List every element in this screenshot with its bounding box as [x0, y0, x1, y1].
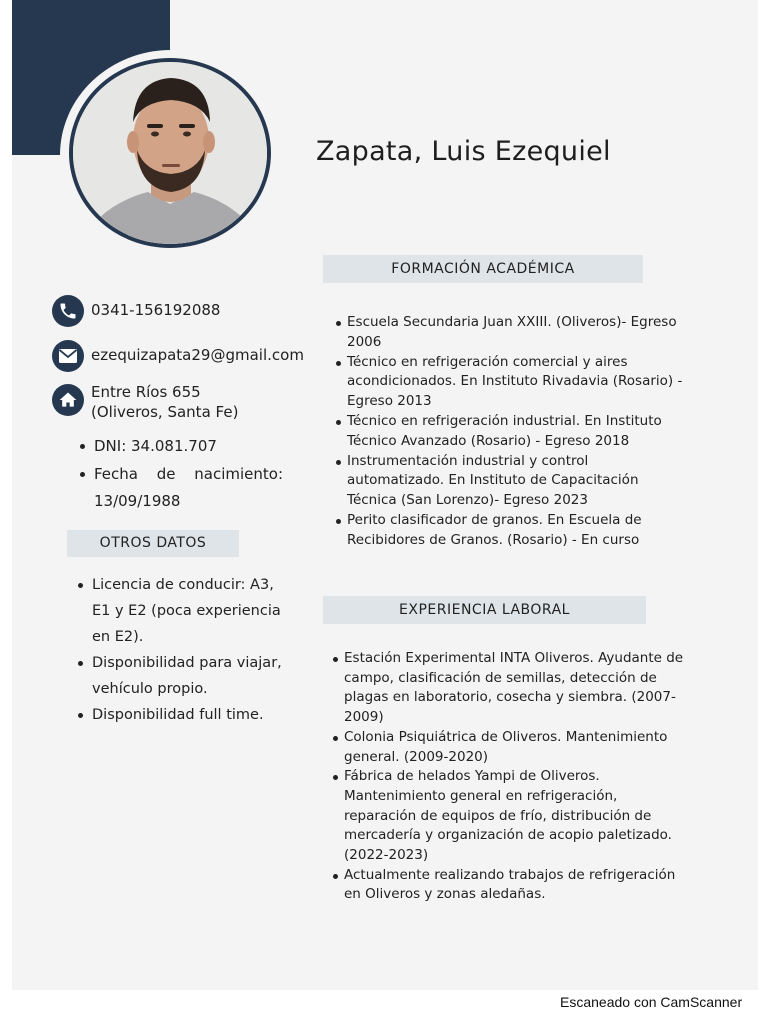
personal-info-list	[78, 433, 283, 516]
profile-photo	[69, 58, 271, 248]
address-line-1: Entre Ríos 655	[91, 383, 201, 401]
list-item: Fábrica de helados Yampi de Oliveros. Mantenimiento general en refrigeración, reparación de equipos de frío, distribución de mercadería y organización de acopio paletizado. (2022-2023)	[331, 767, 691, 866]
list-item: Escuela Secundaria Juan XXIII. (Oliveros)- Egreso 2006	[334, 313, 684, 353]
list-item: Instrumentación industrial y control automatizado. En Instituto de Capacitación Técnica (San Lorenzo)- Egreso 2023	[334, 452, 684, 511]
list-item: Disponibilidad full time.	[76, 702, 291, 728]
candidate-name: Zapata, Luis Ezequiel	[316, 136, 611, 167]
address-line-2: (Oliveros, Santa Fe)	[91, 403, 239, 421]
list-item: Técnico en refrigeración comercial y aires acondicionados. En Instituto Rivadavia (Rosario) - Egreso 2013	[334, 353, 684, 412]
list-item: Colonia Psiquiátrica de Oliveros. Mantenimiento general. (2009-2020)	[331, 728, 691, 767]
list-item: Licencia de conducir: A3, E1 y E2 (poca experiencia en E2).	[76, 572, 291, 650]
home-icon	[52, 384, 84, 416]
portrait-image	[73, 62, 267, 244]
formacion-list	[334, 313, 684, 551]
phone-icon	[52, 295, 84, 327]
list-item: Estación Experimental INTA Oliveros. Ayudante de campo, clasificación de semillas, detección de plagas en laboratorio, cosecha y siembra. (2007-2009)	[331, 649, 691, 728]
otros-datos-list	[76, 572, 291, 728]
list-item: Disponibilidad para viajar, vehículo propio.	[76, 650, 291, 702]
phone-number: 0341-156192088	[91, 301, 221, 319]
formacion-heading: FORMACIÓN ACADÉMICA	[323, 255, 643, 283]
list-item: Fecha de nacimiento: 13/09/1988	[78, 461, 283, 516]
address	[91, 382, 238, 422]
envelope-icon	[52, 340, 84, 372]
list-item: DNI: 34.081.707	[78, 433, 283, 461]
scanner-watermark: Escaneado con CamScanner	[560, 994, 743, 1010]
otros-datos-heading: OTROS DATOS	[67, 530, 239, 557]
experiencia-list	[331, 649, 691, 905]
experiencia-heading: EXPERIENCIA LABORAL	[323, 596, 646, 624]
list-item: Perito clasificador de granos. En Escuela de Recibidores de Granos. (Rosario) - En curso	[334, 511, 684, 551]
list-item: Técnico en refrigeración industrial. En Instituto Técnico Avanzado (Rosario) - Egreso 2018	[334, 412, 684, 452]
email-address: ezequizapata29@gmail.com	[91, 346, 304, 364]
list-item: Actualmente realizando trabajos de refrigeración en Oliveros y zonas aledañas.	[331, 866, 691, 905]
